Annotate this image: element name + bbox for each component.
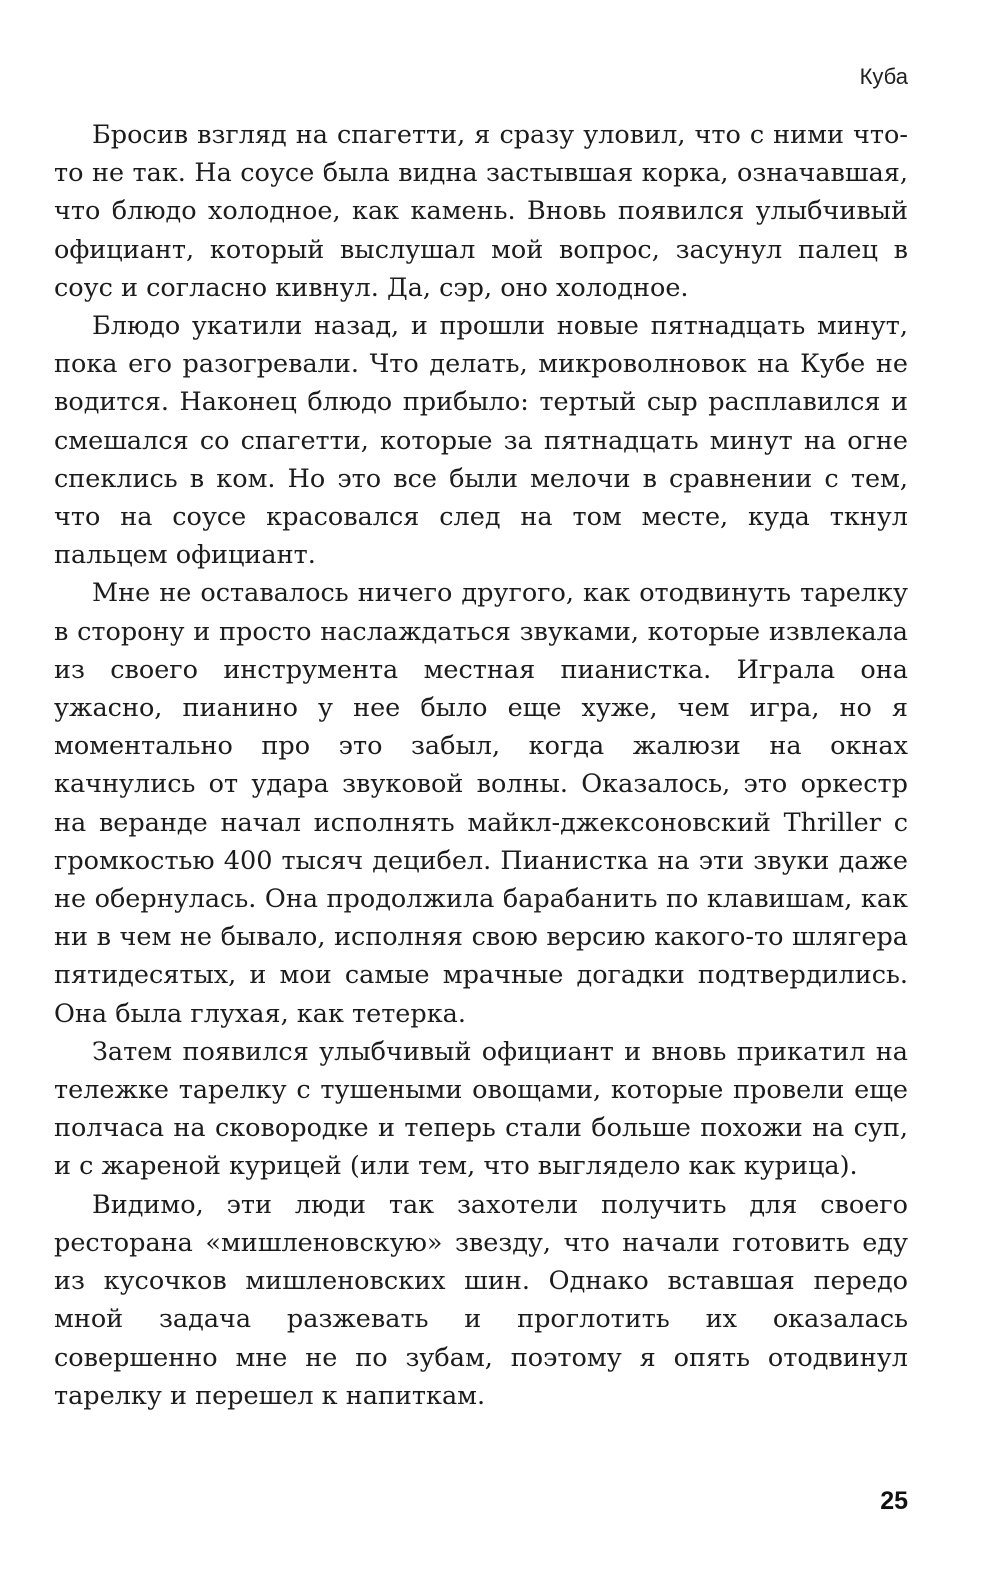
body-text	[54, 116, 908, 1415]
running-head: Куба	[859, 64, 908, 89]
page-number: 25	[880, 1487, 908, 1515]
paragraph: Бросив взгляд на спагетти, я сразу уловил, что с ними что-то не так. На соусе была видна застывшая корка, означавшая, что блюдо холодное, как камень. Вновь появился улыбчивый официант, который выслушал мой вопрос, засунул палец в соус и согласно кивнул. Да, сэр, оно холодное.	[54, 120, 908, 303]
paragraph: Видимо, эти люди так захотели получить для своего ресторана «мишленовскую» звезду, что начали готовить еду из кусочков мишленовских шин. Однако вставшая передо мной задача разжевать и проглотить их оказалась совершенно мне не по зубам, поэтому я опять отодвинул тарелку и перешел к напиткам.	[54, 1189, 908, 1411]
paragraph: Затем появился улыбчивый официант и вновь прикатил на тележке тарелку с тушеными овощами, которые провели еще полчаса на сковородке и теперь стали больше похожи на суп, и с жареной курицей (или тем, что выглядело как курица).	[54, 1036, 908, 1182]
paragraph: Блюдо укатили назад, и прошли новые пятнадцать минут, пока его разогревали. Что делать, микроволновок на Кубе не водится. Наконец блюдо прибыло: тертый сыр расплавился и смешался со спагетти, которые за пятнадцать минут на огне спеклись в ком. Но это все были мелочи в сравнении с тем, что на соусе красовался след на том месте, куда ткнул пальцем официант.	[54, 311, 908, 571]
paragraph: Мне не оставалось ничего другого, как отодвинуть тарелку в сторону и просто наслаждаться звуками, которые извлекала из своего инструмента местная пианистка. Играла она ужасно, пианино у нее было еще хуже, чем игра, но я моментально про это забыл, когда жалюзи на окнах качнулись от удара звуковой волны. Оказалось, это оркестр на веранде начал исполнять майкл-джексоновский Thriller с громкостью 400 тысяч децибел. Пианистка на эти звуки даже не обернулась. Она продолжила барабанить по клавишам, как ни в чем не бывало, исполняя свою версию какого-то шлягера пятидесятых, и мои самые мрачные догадки подтвердились. Она была глухая, как тетерка.	[54, 578, 908, 1029]
